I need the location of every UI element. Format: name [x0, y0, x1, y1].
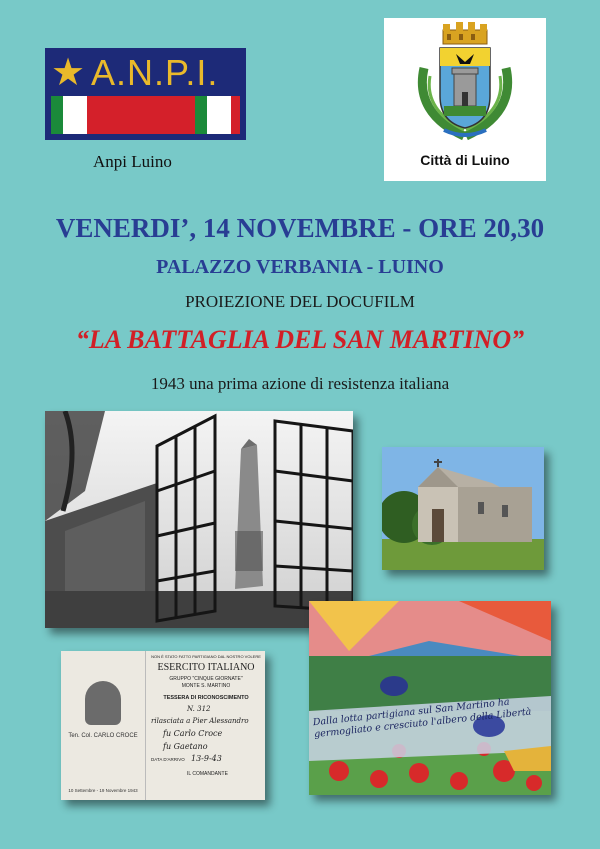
- event-date-time: VENERDI’, 14 NOVEMBRE - ORE 20,30: [55, 213, 545, 243]
- card-holder-line1: rilasciata a Pier Alessandro: [151, 717, 249, 725]
- card-commander: IL COMANDANTE: [187, 771, 228, 777]
- card-holder-line3: fu Gaetano: [163, 742, 208, 751]
- anpi-logo: [45, 48, 246, 140]
- card-title: TESSERA DI RICONOSCIMENTO: [163, 695, 249, 701]
- film-title: “LA BATTAGLIA DEL SAN MARTINO”: [75, 325, 525, 354]
- star-icon: ★: [51, 50, 86, 94]
- coat-of-arms-icon: [384, 18, 546, 148]
- card-group: GRUPPO "CINQUE GIORNATE": [169, 676, 243, 682]
- card-number: N. 312: [187, 705, 211, 713]
- portrait-image: [85, 681, 121, 725]
- card-army: ESERCITO ITALIANO: [157, 662, 255, 673]
- flag-stripe-4: [195, 96, 243, 134]
- id-card-left-panel: [61, 651, 146, 800]
- card-holder-line2: fu Carlo Croce: [163, 729, 223, 738]
- card-date-value: 13-9-43: [191, 754, 222, 763]
- monument-photo: [45, 411, 353, 628]
- anpi-caption: Anpi Luino: [93, 152, 172, 171]
- footer-dates: 10 Settembre - 19 Novembre 1943: [68, 788, 138, 793]
- luino-caption: Città di Luino: [420, 152, 510, 168]
- card-date-label: DATA D'ARRIVO: [151, 757, 185, 762]
- anpi-logo-text: A.N.P.I.: [91, 52, 219, 93]
- card-place: MONTE S. MARTINO: [181, 683, 231, 689]
- mural-text: Dalla lotta partigiana sul San Martino ha germogliato e cresciuto l'albero della Libertà: [312, 696, 532, 741]
- flag-stripe-1: [51, 96, 99, 134]
- film-subtitle: 1943 una prima azione di resistenza italiana: [150, 374, 450, 393]
- card-header: NON È STATO FATTO PARTIGIANO DAL NOSTRO VOLERE: [151, 654, 261, 659]
- mural-photo: [309, 601, 551, 795]
- id-card-photo: [61, 651, 265, 800]
- church-photo: [382, 447, 544, 570]
- id-card-right-panel: [147, 651, 265, 800]
- flag-stripe-3: [147, 96, 195, 134]
- projection-label: PROIEZIONE DEL DOCUFILM: [185, 292, 415, 311]
- flag-stripe-2: [99, 96, 147, 134]
- portrait-caption: Ten. Col. CARLO CROCE: [68, 733, 138, 739]
- event-venue: PALAZZO VERBANIA - LUINO: [156, 256, 444, 278]
